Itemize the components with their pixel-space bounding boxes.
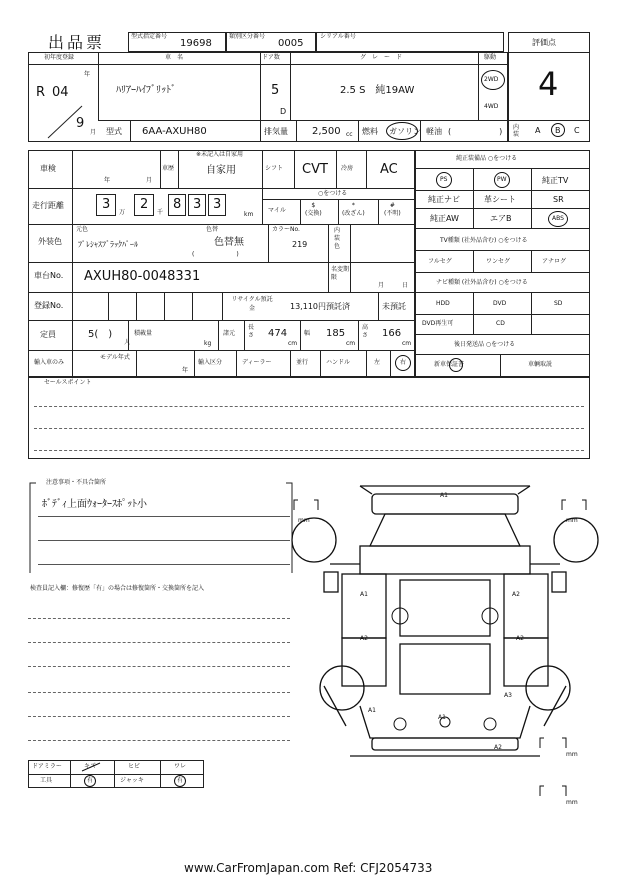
displacement-label: 排気量 (264, 127, 288, 136)
category-label: 類別区分番号 (229, 33, 266, 40)
ac-value: AC (380, 162, 398, 177)
tv-fullseg: フルセグ (428, 258, 452, 265)
length-unit: cm (288, 340, 298, 347)
handle-label: ハンドル (326, 359, 351, 366)
mark-left-rear-door: A2 (360, 635, 368, 642)
mm-rear-right: mm (566, 751, 578, 758)
mileage-opt-unknown: # (不明) (384, 202, 401, 217)
equip-sunroof: SR (553, 195, 564, 204)
ac-label: 冷房 (341, 165, 354, 172)
interior-grade-label: 内装 (513, 124, 520, 138)
capacity-value: 5( ) (88, 329, 113, 340)
equip-genuine-nav: 純正ナビ (428, 195, 460, 204)
nav-sd: SD (554, 300, 563, 307)
handle-right: 右 (400, 359, 407, 366)
nav-dvd: DVD (493, 300, 507, 307)
length-value: 474 (268, 328, 288, 339)
history-label: 車歴 (162, 165, 175, 172)
mirror-crack: ヒビ (128, 763, 141, 770)
first-reg-era: R (36, 85, 46, 100)
orig-color-value: ﾌﾟﾚｼｬｽﾌﾞﾗｯｸﾊﾟｰﾙ (78, 240, 138, 249)
nav-dvd-playback: DVD再生可 (422, 320, 454, 327)
drive-4wd: 4WD (484, 103, 499, 110)
mark-rear-center: A1 (438, 714, 446, 721)
equip-abs: ABS (552, 215, 564, 222)
fuel-other: ( ) (448, 127, 503, 136)
import-dealer: ディーラー (242, 359, 272, 366)
mark-right-rear-door: A2 (516, 635, 524, 642)
mileage-digit-1-value: 3 (102, 197, 111, 212)
inspection-month-unit: 月 (146, 177, 153, 184)
attention-label: 注意事項・不具合箇所 (46, 479, 107, 486)
mileage-label: 走行距離 (32, 201, 64, 210)
mileage-digit-5-value: 3 (213, 197, 222, 212)
equip-pw: PW (497, 176, 507, 183)
mirror-broken: ワレ (174, 763, 187, 770)
nav-hdd: HDD (436, 300, 450, 307)
painted-paren: ( ) (192, 251, 239, 258)
dims-label: 諸元 (223, 330, 236, 337)
painted-value: 色替無 (214, 237, 244, 248)
width-label: 幅 (304, 330, 311, 337)
load-label: 積載量 (134, 330, 153, 337)
mirror-label: ドアミラー (32, 763, 62, 770)
color-label: 外装色 (38, 237, 62, 246)
width-unit: cm (346, 340, 356, 347)
model-code-label: 型式 (106, 127, 122, 136)
jack-label: ジャッキ (120, 777, 144, 784)
mileage-km-unit: km (244, 211, 254, 218)
mark-right-front-door: A2 (512, 591, 520, 598)
sales-points-label: セールスポイント (44, 379, 92, 386)
width-value: 185 (326, 328, 346, 339)
doc-manual: 車輌取説 (528, 361, 553, 368)
mm-front-right: mm (566, 517, 578, 524)
equip-ps: PS (440, 176, 448, 183)
nav-cd: CD (496, 320, 505, 327)
model-designation-label: 型式指定番号 (131, 33, 168, 40)
interior-grade-c: C (574, 126, 580, 135)
mileage-digit-3-value: 8 (173, 197, 182, 212)
chassis-value: AXUH80-0048331 (84, 269, 201, 284)
footer-watermark: www.CarFromJapan.com Ref: CFJ2054733 (184, 861, 433, 875)
tv-oneseg: ワンセグ (486, 258, 511, 265)
fuel-gasoline: ガソリン (389, 127, 421, 136)
tool-label: 工具 (40, 777, 53, 784)
mileage-opt-replaced: $ (交換) (305, 202, 322, 217)
color-no-value: 219 (292, 240, 308, 249)
mileage-sen-unit: 千 (157, 209, 164, 216)
interior-grade-a: A (535, 126, 541, 135)
model-code-value: 6AA-AXUH80 (142, 126, 207, 137)
year-unit: 年 (84, 71, 91, 78)
chassis-label: 車台No. (34, 271, 64, 280)
mileage-man-unit: 万 (119, 209, 126, 216)
history-note: ※未記入は自家用 (196, 151, 244, 158)
drive-2wd: 2WD (484, 76, 499, 83)
mileage-opt-tampered: * (改ざん) (342, 202, 365, 217)
painted-label: 色替 (206, 226, 219, 233)
import-type-label: 輸入区分 (198, 359, 223, 366)
height-value: 166 (382, 328, 402, 339)
fuel-label: 燃料 (362, 127, 378, 136)
sales-points-box (28, 377, 590, 459)
mileage-digit-2-value: 2 (140, 197, 149, 212)
car-damage-diagram (290, 476, 600, 816)
attention-bracket (26, 478, 296, 578)
tool-value: 有 (87, 777, 94, 784)
car-name-value: ﾊﾘｱｰﾊｲﾌﾞﾘｯﾄﾞ (116, 85, 176, 96)
door-type: D (280, 107, 287, 116)
color-no-label: カラーNo. (272, 226, 300, 233)
mark-left-front-door: A1 (360, 591, 368, 598)
details-table (28, 150, 415, 377)
model-year-unit: 年 (182, 367, 189, 374)
car-name-label: 車 名 (165, 54, 184, 61)
interior-color-label: 内装色 (334, 227, 341, 250)
reg-no-label: 登録No. (34, 301, 64, 310)
mark-left-rear-fender: A1 (368, 707, 376, 714)
serial-label: シリアル番号 (320, 33, 356, 40)
category-value: 0005 (278, 38, 304, 49)
mileage-check-note: ○をつける (318, 190, 348, 197)
equip-genuine-tv: 純正TV (542, 176, 569, 185)
equip-airbag: エアB (490, 214, 512, 223)
height-label: 高さ (362, 324, 369, 339)
shift-label: シフト (265, 165, 284, 172)
doc-new-car-warranty: 新車保証書 (434, 361, 465, 368)
mileage-opt-mile: マイル (268, 207, 286, 214)
doors-label: ドア数 (262, 54, 280, 61)
grade-score-value: 4 (538, 65, 559, 103)
capacity-label: 定員 (40, 330, 56, 339)
attention-text: ﾎﾞﾃﾞｨ上面ｳｫｰﾀｰｽﾎﾟｯﾄ小 (42, 499, 147, 510)
doors-value: 5 (271, 83, 280, 98)
handle-left: 左 (374, 359, 381, 366)
capacity-unit: 人 (124, 339, 131, 346)
recycle-label: リサイクル預託金 (231, 296, 273, 312)
sheet-title: 出品票 (48, 33, 106, 52)
drive-label: 駆動 (484, 54, 497, 61)
history-value: 自家用 (206, 165, 236, 176)
jack-value: 有 (177, 777, 184, 784)
first-reg-month: 9 (76, 116, 85, 131)
mm-bottom: mm (566, 799, 578, 806)
fuel-diesel: 軽油 (426, 127, 442, 136)
equip-genuine-aw: 純正AW (430, 214, 459, 223)
equip-leather: 革シート (484, 195, 516, 204)
inspection-label: 車検 (40, 164, 56, 173)
name-change-label: 名変期限 (331, 266, 350, 281)
recycle-amount: 13,110円預託済 (290, 302, 350, 311)
mark-rear-bumper: A2 (494, 744, 502, 751)
shift-value: CVT (302, 162, 328, 177)
load-unit: kg (204, 340, 212, 347)
displacement-value: 2,500 (312, 126, 341, 137)
length-label: 長さ (248, 324, 255, 339)
mm-front-left: mm (298, 517, 310, 524)
recycle-unpaid: 未預託 (382, 302, 406, 311)
inspector-label: 検査員記入欄：修復歴「有」の場合は修復箇所・交換箇所を記入 (30, 585, 205, 592)
grade-value: 2.5 S 純19AW (340, 85, 415, 96)
mark-right-rear-fender: A3 (504, 692, 512, 699)
model-year-label: モデル年式 (100, 354, 130, 361)
name-change-day: 日 (402, 282, 409, 289)
genuine-label: 純正装備品 ○をつける (456, 155, 518, 162)
first-reg-label: 初年度登録 (44, 54, 75, 61)
docs-label: 後日発送品 ○をつける (454, 341, 516, 348)
month-unit: 月 (90, 129, 97, 136)
interior-grade-b: B (555, 126, 561, 135)
grade-label: グ レ ー ド (360, 54, 403, 61)
mark-roof: A1 (440, 492, 448, 499)
import-parallel: 並行 (296, 359, 309, 366)
name-change-month: 月 (378, 282, 385, 289)
mirror-scratch: キズ (84, 763, 96, 770)
import-label: 輸入車のみ (34, 359, 65, 366)
orig-color-label: 元色 (76, 226, 89, 233)
first-reg-year: 04 (52, 85, 69, 100)
era-divider-slash (40, 100, 90, 140)
tv-analog: アナログ (542, 258, 567, 265)
model-designation-value: 19698 (180, 38, 212, 49)
mileage-digit-4-value: 3 (193, 197, 202, 212)
inspection-year-unit: 年 (104, 177, 111, 184)
nav-type-label: ナビ種類 (社外品含む) ○をつける (436, 279, 528, 286)
displacement-unit: cc (346, 131, 353, 138)
mirror-scratch-strike (80, 761, 102, 773)
tv-type-label: TV種類 (社外品含む) ○をつける (440, 237, 528, 244)
grade-score-label: 評価点 (532, 38, 556, 47)
height-unit: cm (402, 340, 412, 347)
